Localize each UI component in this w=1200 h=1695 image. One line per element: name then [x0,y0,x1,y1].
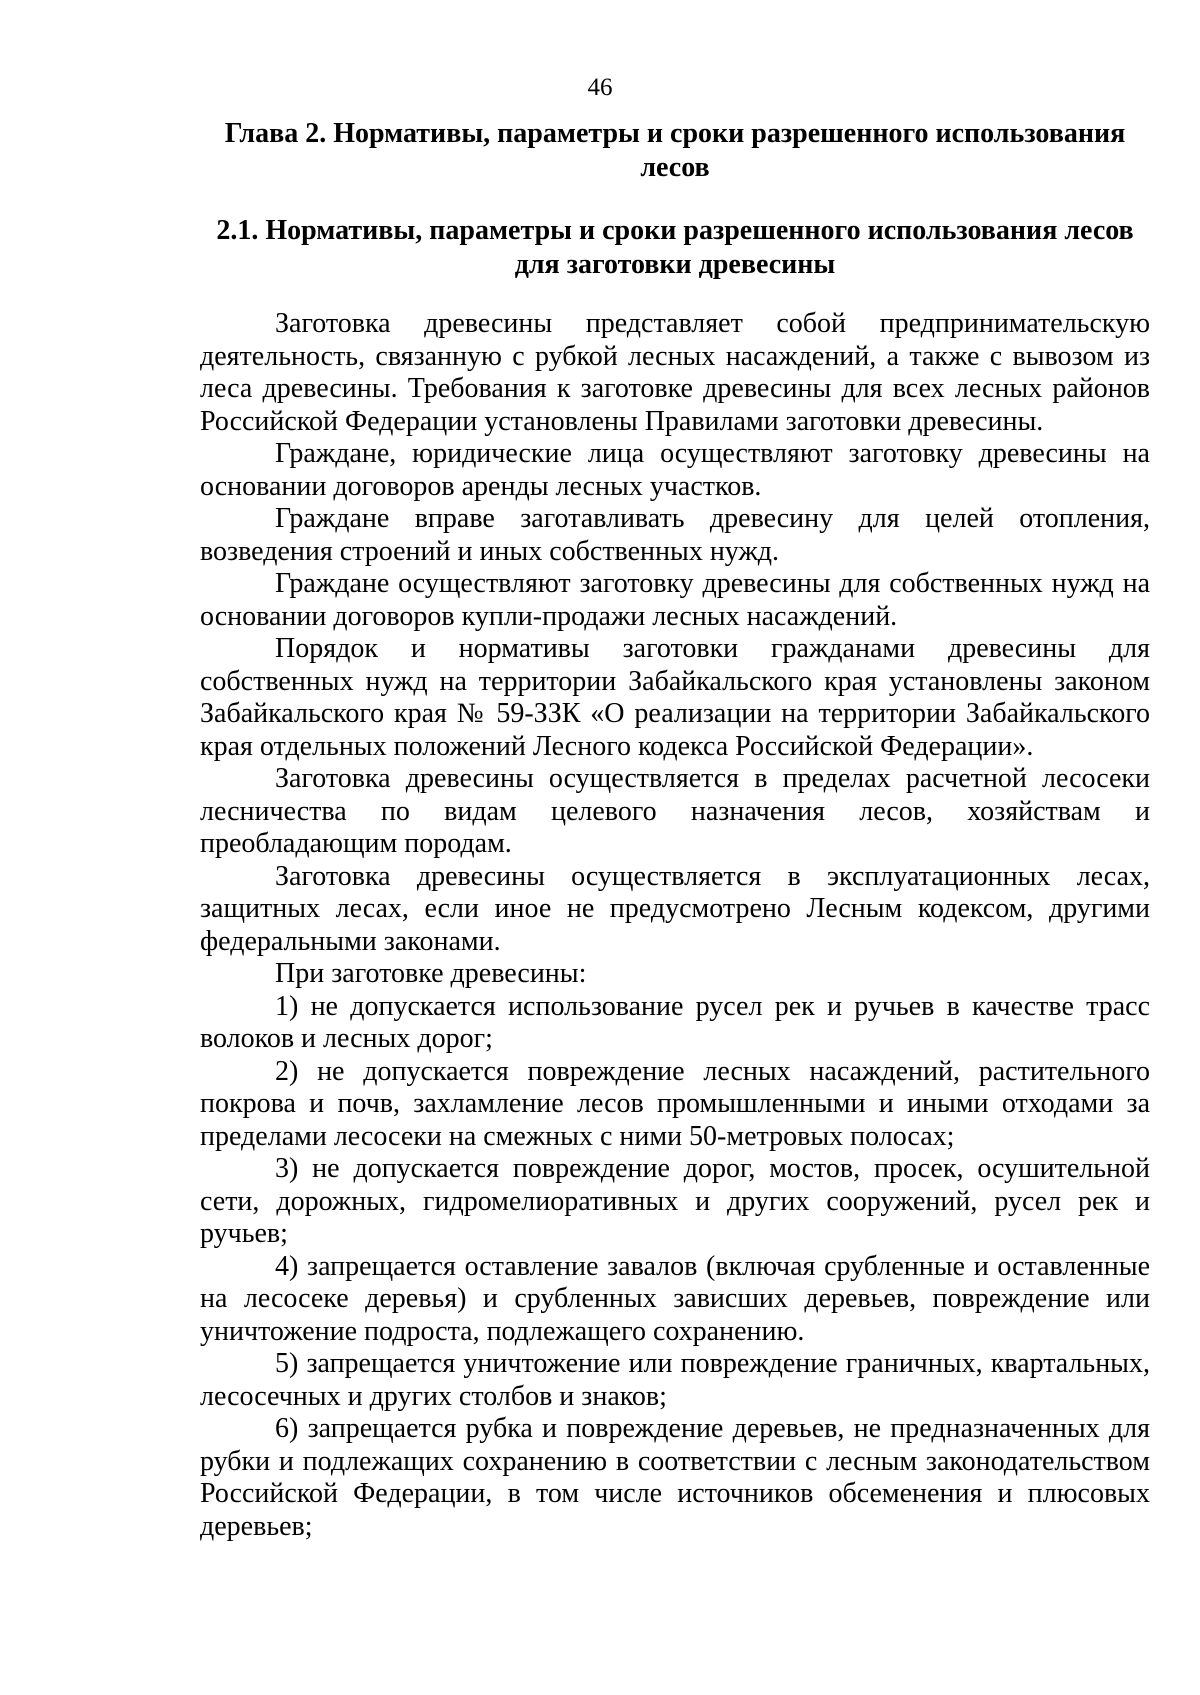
paragraph: Заготовка древесины осуществляется в эксплуатационных лесах, защитных лесах, если иное не предусмотрено Лесным кодексом, другими федеральными законами. [200,860,1150,957]
list-item: 6) запрещается рубка и повреждение деревьев, не предназначенных для рубки и подлежащих сохранению в соответствии с лесным законодательством Российской Федерации, в том числе источников обсеменения и плюсовых деревьев; [200,1413,1150,1542]
list-item: 1) не допускается использование русел рек и ручьев в качестве трасс волоков и лесных дорог; [200,990,1150,1054]
paragraph: Заготовка древесины осуществляется в пределах расчетной лесосеки лесничества по видам целевого назначения лесов, хозяйствам и преобладающим породам. [200,763,1150,859]
list-item: 4) запрещается оставление завалов (включая срубленные и оставленные на лесосеке деревья) и срубленных зависших деревьев, повреждение или уничтожение подроста, подлежащего сохранению. [200,1250,1150,1347]
list-intro: При заготовке древесины: [275,958,587,989]
list-item: 5) запрещается уничтожение или повреждение граничных, квартальных, лесосечных и других столбов и знаков; [200,1348,1150,1412]
paragraph: Заготовка древесины представляет собой предпринимательскую деятельность, связанную с рубкой лесных насаждений, а также с вывозом из леса древесины. Требования к заготовке древесины для всех лесных районов Российской Федерации установлены Правилами заготовки древесины. [200,308,1150,437]
paragraph: Порядок и нормативы заготовки гражданами древесины для собственных нужд на территории Забайкальского края установлены законом Забайкальского края № 59-ЗЗК «О реализации на территории Забайкальского края отдельных положений Лесного кодекса Российской Федерации». [200,633,1150,762]
chapter-title: Глава 2. Нормативы, параметры и сроки разрешенного использования лесов [224,118,1126,183]
document-body [200,308,1150,1543]
paragraph: Граждане осуществляют заготовку древесины для собственных нужд на основании договоров купли-продажи лесных насаждений. [200,568,1150,632]
list-item: 2) не допускается повреждение лесных насаждений, растительного покрова и почв, захламление лесов промышленными и иными отходами за пределами лесосеки на смежных с ними 50-метровых полосах; [200,1055,1150,1152]
section-title: 2.1. Нормативы, параметры и сроки разрешенного использования лесов для заготовки древесины [216,215,1134,280]
list-item: 3) не допускается повреждение дорог, мостов, просек, осушительной сети, дорожных, гидромелиоративных и других сооружений, русел рек и ручьев; [200,1153,1150,1249]
page-number: 46 [587,74,613,101]
paragraph: Граждане, юридические лица осуществляют заготовку древесины на основании договоров аренды лесных участков. [200,438,1150,502]
paragraph: Граждане вправе заготавливать древесину для целей отопления, возведения строений и иных собственных нужд. [200,503,1150,567]
